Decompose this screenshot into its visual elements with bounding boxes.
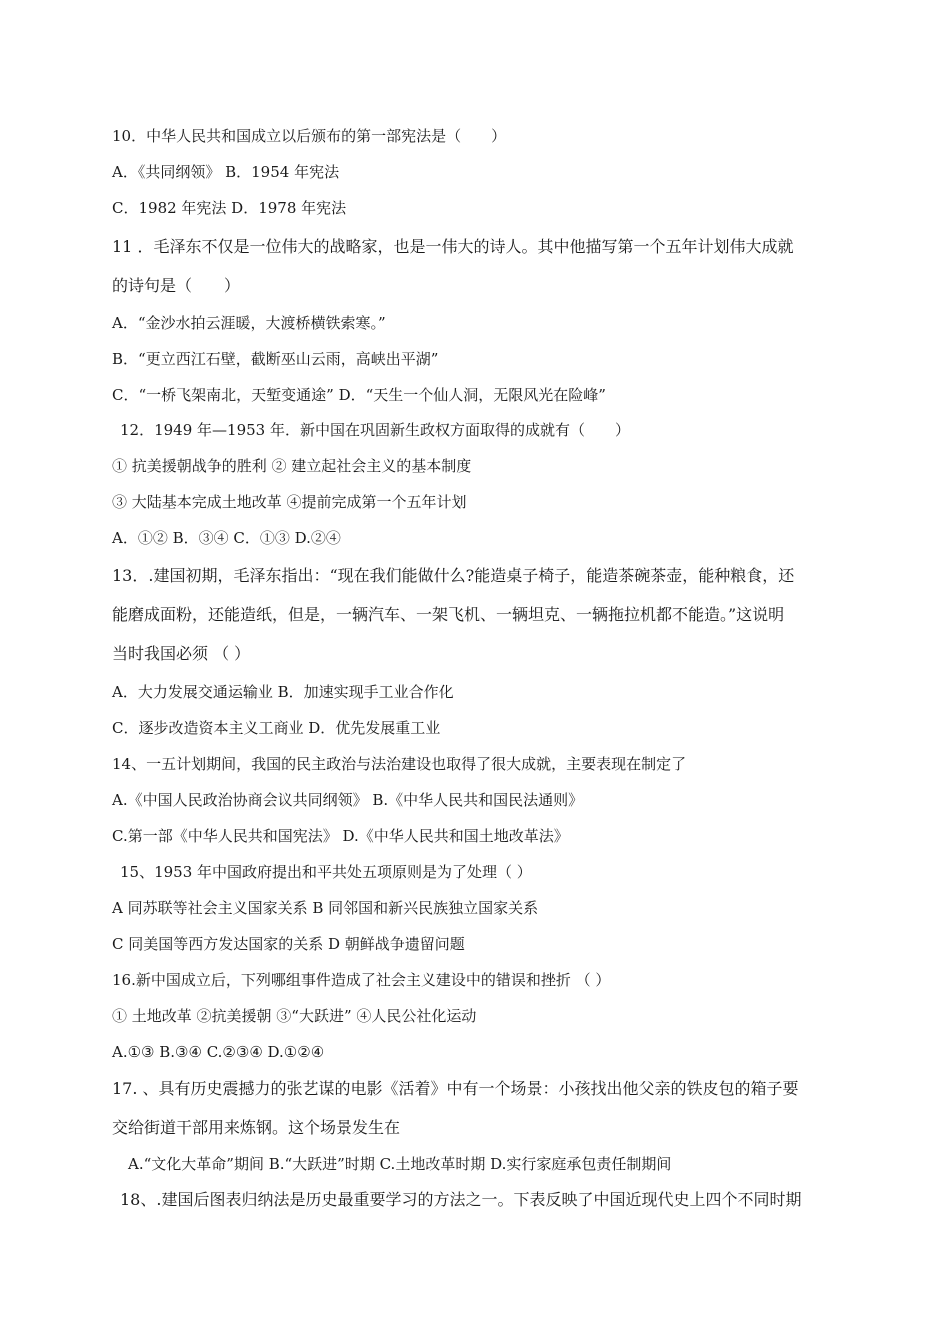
question-17-stem: 17. 、具有历史震撼力的张艺谋的电影《活着》中有一个场景：小孩找出他父亲的铁皮包的箱子要 — [112, 1079, 799, 1098]
question-18-stem: 18、.建国后图表归纳法是历史最重要学习的方法之一。下表反映了中国近现代史上四个不同时期 — [120, 1190, 802, 1209]
question-13-stem-cont: 能磨成面粉，还能造纸，但是，一辆汽车、一架飞机、一辆坦克、一辆拖拉机都不能造。”这说明 — [112, 605, 785, 624]
question-16-items: ① 土地改革 ②抗美援朝 ③“大跃进” ④人民公社化运动 — [112, 1007, 477, 1025]
question-14-stem: 14、一五计划期间，我国的民主政治与法治建设也取得了很大成就，主要表现在制定了 — [112, 755, 687, 773]
question-10-stem: 10．中华人民共和国成立以后颁布的第一部宪法是（ ） — [112, 127, 507, 145]
question-11-option-b: B．“更立西江石壁，截断巫山云雨，高峡出平湖” — [112, 350, 439, 368]
question-17-stem-cont: 交给街道干部用来炼钢。这个场景发生在 — [112, 1118, 401, 1137]
question-13-stem: 13．.建国初期，毛泽东指出：“现在我们能做什么?能造桌子椅子，能造茶碗茶壶，能种粮食，还 — [112, 566, 795, 585]
question-11-stem-cont: 的诗句是（ ） — [112, 276, 241, 295]
question-13-stem-end: 当时我国必须 （ ） — [112, 644, 251, 663]
question-15-options-cd: C 同美国等西方发达国家的关系 D 朝鲜战争遗留问题 — [112, 935, 465, 953]
question-16-stem: 16.新中国成立后，下列哪组事件造成了社会主义建设中的错误和挫折 （ ） — [112, 971, 611, 989]
question-13-options-cd: C．逐步改造资本主义工商业 D．优先发展重工业 — [112, 719, 441, 737]
question-11-options-cd: C．“一桥飞架南北，天堑变通途” D．“天生一个仙人洞，无限风光在险峰” — [112, 386, 606, 404]
question-15-stem: 15、1953 年中国政府提出和平共处五项原则是为了处理（ ） — [120, 863, 532, 881]
question-12-options: A．①② B．③④ C．①③ D.②④ — [112, 529, 341, 547]
question-10-options-ab: A．《共同纲领》 B．1954 年宪法 — [112, 163, 340, 181]
question-15-options-ab: A 同苏联等社会主义国家关系 B 同邻国和新兴民族独立国家关系 — [112, 899, 539, 917]
question-17-options: A.“文化大革命”期间 B.“大跃进”时期 C.土地改革时期 D.实行家庭承包责任制期间 — [128, 1155, 672, 1173]
question-12-items-34: ③ 大陆基本完成土地改革 ④提前完成第一个五年计划 — [112, 493, 467, 511]
question-14-options-ab: A.《中国人民政治协商会议共同纲领》 B.《中华人民共和国民法通则》 — [112, 791, 584, 809]
question-12-stem: 12．1949 年—1953 年．新中国在巩固新生政权方面取得的成就有（ ） — [120, 421, 630, 439]
question-16-options: A.①③ B.③④ C.②③④ D.①②④ — [112, 1043, 325, 1061]
question-14-options-cd: C.第一部《中华人民共和国宪法》 D.《中华人民共和国土地改革法》 — [112, 827, 569, 845]
question-12-items-12: ① 抗美援朝战争的胜利 ② 建立起社会主义的基本制度 — [112, 457, 472, 475]
question-13-options-ab: A．大力发展交通运输业 B．加速实现手工业合作化 — [112, 683, 454, 701]
question-11-stem: 11 ．毛泽东不仅是一位伟大的战略家，也是一伟大的诗人。其中他描写第一个五年计划伟大成就 — [112, 237, 794, 256]
question-11-option-a: A．“金沙水拍云涯暖，大渡桥横铁索寒。” — [112, 314, 386, 332]
question-10-options-cd: C．1982 年宪法 D．1978 年宪法 — [112, 199, 347, 217]
